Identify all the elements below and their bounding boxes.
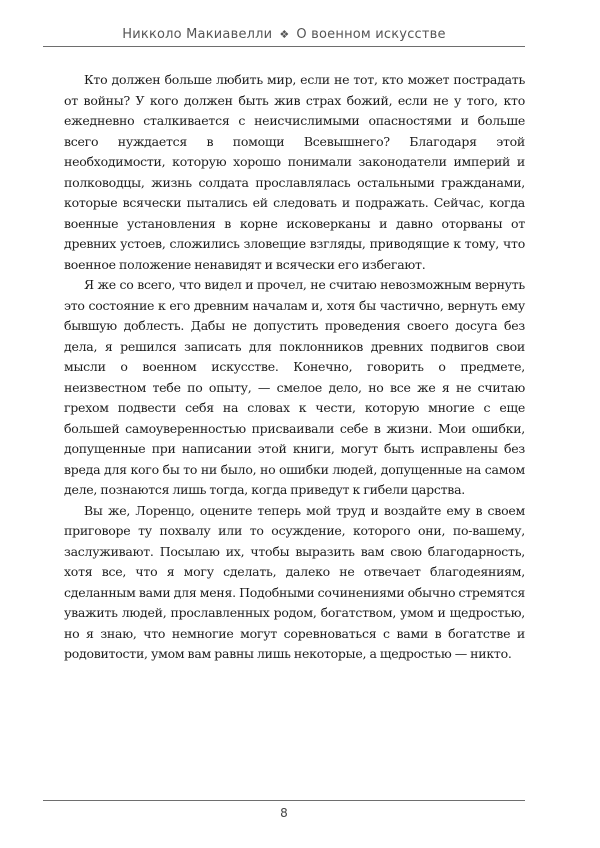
footer-rule (43, 800, 525, 801)
paragraph: Я же со всего, что видел и прочел, не считаю невозможным вернуть это состояние к его древним началам и, хотя бы частично, вернуть ему бывшую доблесть. Дабы не допустить проведения своего досуга без дела, я решился записать для поклонников древних подвигов свои мысли о военном искусстве. Конечно, говорить о предмете, неизвестном тебе по опыту, — смелое дело, но все же я не считаю грехом подвести себя на словах к чести, которую многие с еще большей самоуверенностью присваивали себе в жизни. Мои ошибки, допущенные при написании этой книги, могут быть исправлены без вреда для кого бы то ни было, но ошибки людей, допущенные на самом деле, познаются лишь тогда, когда приведут к гибели царства. (64, 277, 525, 497)
paragraph: Кто должен больше любить мир, если не тот, кто может пострадать от войны? У кого должен быть жив страх божий, если не у того, кто ежедневно сталкивается с неисчислимыми опасностями и больше всего нуждается в помощи Всевышнего? Благодаря этой необходимости, которую хорошо понимали законодатели империй и полководцы, жизнь солдата прославлялась остальными гражданами, которые всячески пытались ей следовать и подражать. Сейчас, когда военные установления в корне исковерканы и давно оторваны от древних устоев, сложились зловещие взгляды, приводящие к тому, что военное положение ненавидят и всячески его избегают. (64, 72, 525, 272)
paragraph: Вы же, Лоренцо, оцените теперь мой труд и воздайте ему в своем приговоре ту похвалу или то осуждение, которого они, по-вашему, заслуживают. Посылаю их, чтобы выразить вам свою благодарность, хотя все, что я могу сделать, далеко не отвечает благодеяниям, сделанным вами для меня. Подобными сочинениями обычно стремятся уважить людей, прославленных родом, богатством, умом и щедростью, но я знаю, что немногие могут соревноваться с вами в богатстве и родовитости, умом вам равны лишь некоторые, а щедростью — никто. (64, 502, 525, 661)
page-number: 8 (280, 806, 288, 820)
running-header (43, 27, 525, 42)
header-rule (43, 46, 525, 47)
main-text (64, 70, 525, 665)
diamond-ornament-icon: ❖ (279, 28, 290, 41)
header-author: Никколо Макиавелли (122, 27, 273, 42)
header-book-title: О военном искусстве (296, 27, 446, 42)
